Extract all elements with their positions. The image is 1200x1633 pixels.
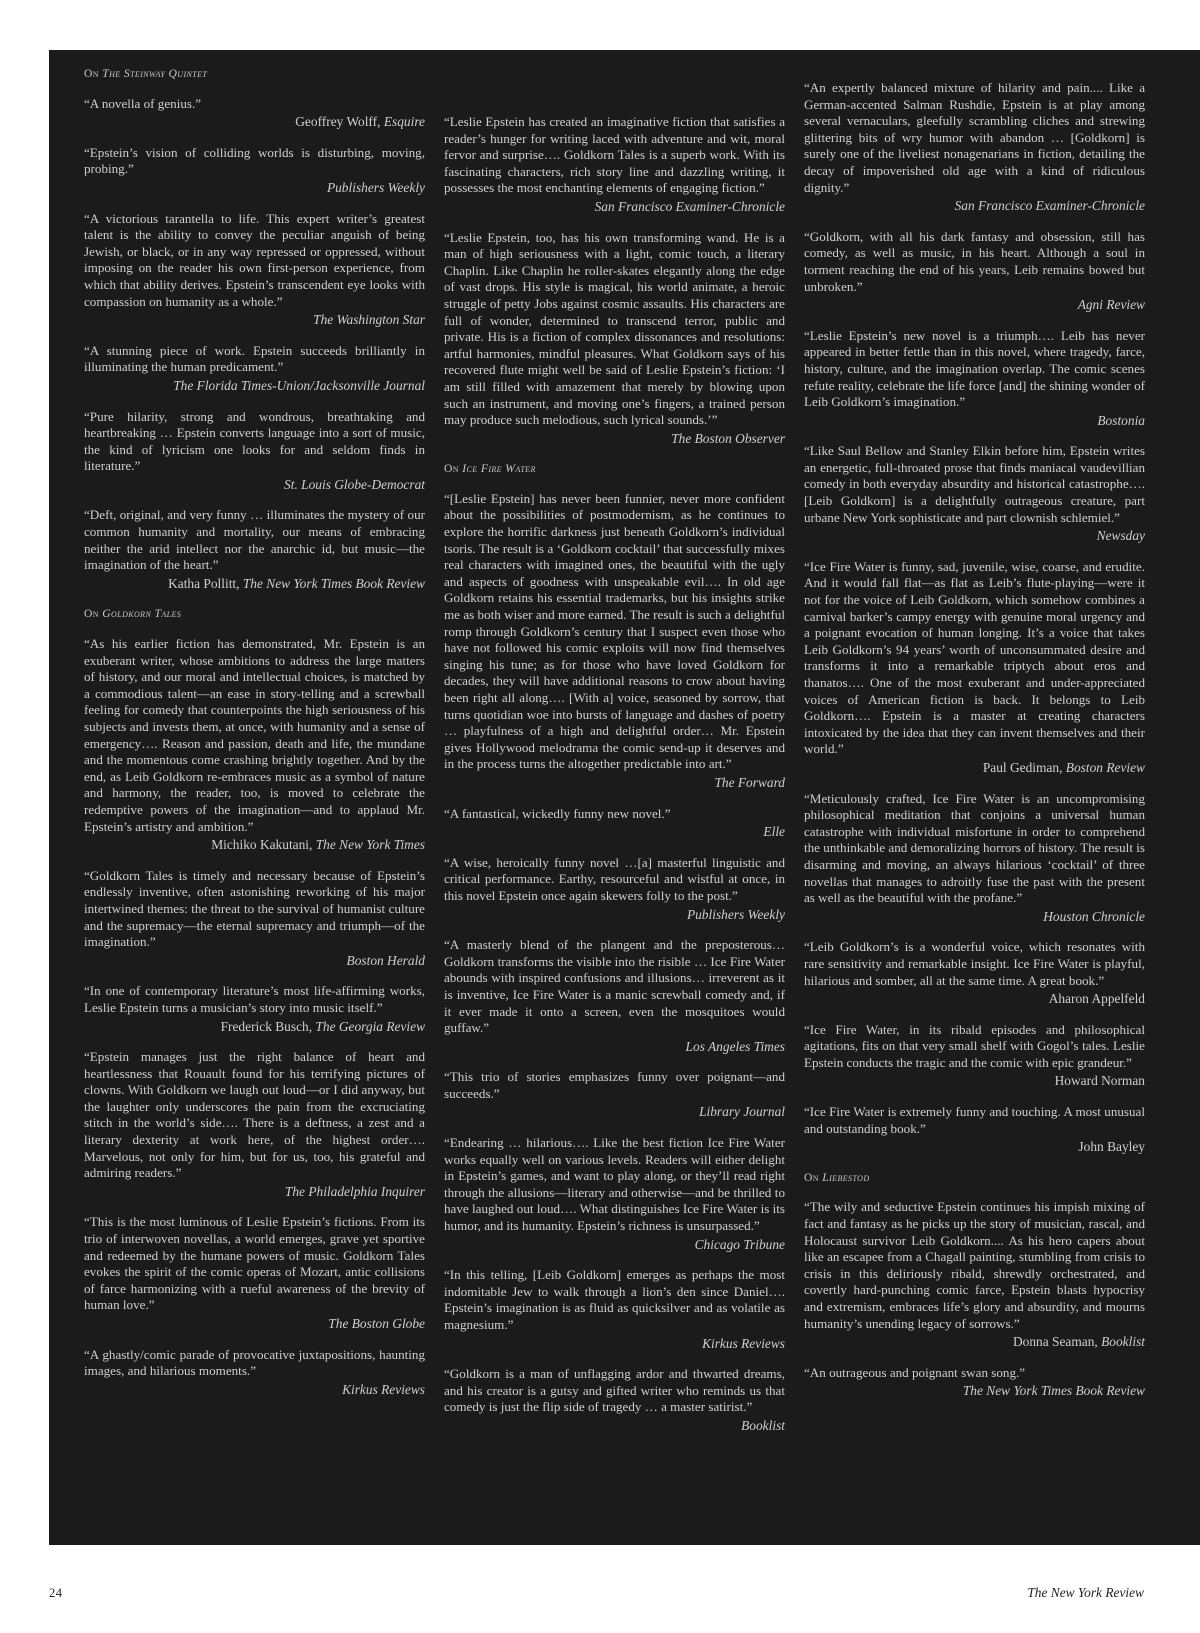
review-quote: “As his earlier fiction has demonstrated, Mr. Epstein is an exuberant writer, whose ambitions to address the large matters of history, and our moral and intellectual choices, is matched by a commodious talent—an ease in story-telling and a screwball feeling for comedy that counterpoints the high seriousness of his subjects and invests them, at once, with humanity and a sense of emergency…. Reason and passion, death and life, the mundane and the momentous come crashing brightly together. And by the end, as Leib Goldkorn re-embraces music as a symbol of nature and harmony, the reader, too, is moved to celebrate the redemptive powers of the imagination—and to applaud Mr. Epstein’s artistry and ambition.” bbox=[84, 636, 425, 834]
section-heading bbox=[804, 1170, 1145, 1187]
review-source: Boston Review bbox=[1065, 759, 1145, 775]
review-attribution bbox=[444, 824, 785, 841]
review-attribution bbox=[84, 1019, 425, 1036]
review-attribution bbox=[444, 907, 785, 924]
review-source: Boston Herald bbox=[346, 952, 425, 968]
review-source: Esquire bbox=[383, 114, 425, 130]
review-source: The Washington Star bbox=[313, 312, 425, 328]
section-prefix: On bbox=[84, 67, 99, 80]
review-source: Kirkus Reviews bbox=[342, 1381, 425, 1397]
section-heading bbox=[444, 461, 785, 478]
review-source: The Boston Globe bbox=[328, 1316, 425, 1331]
review-quote: “Endearing … hilarious…. Like the best fiction Ice Fire Water works equally well on various levels. Readers will either delight in Epstein’s games, and want to play along, or they’ll read right through the allusions—literary and otherwise—and be thrilled to have laughed out loud…. What distinguishes Ice Fire Water is its humor, and its humanity. Epstein’s richness is unsurpassed.” bbox=[444, 1135, 785, 1234]
review-source: St. Louis Globe-Democrat bbox=[284, 476, 425, 492]
review-attribution bbox=[444, 1039, 785, 1056]
review-attribution bbox=[444, 1336, 785, 1353]
review-source: The Georgia Review bbox=[315, 1018, 425, 1034]
review-quote: “This trio of stories emphasizes funny over poignant—and succeeds.” bbox=[444, 1069, 785, 1101]
review-author: Aharon Appelfeld bbox=[1048, 991, 1145, 1007]
section-prefix: On bbox=[804, 1170, 819, 1184]
review-quote: “In one of contemporary literature’s most life-affirming works, Leslie Epstein turns a musician’s story into music itself.” bbox=[84, 983, 425, 1015]
review-quote: “Leib Goldkorn’s is a wonderful voice, which resonates with rare sensitivity and remarkable insight. Ice Fire Water is playful, hilarious and somber, all at the same time. A great book.” bbox=[804, 939, 1145, 988]
section-heading bbox=[84, 66, 425, 83]
review-attribution bbox=[84, 312, 425, 329]
review-attribution bbox=[84, 180, 425, 197]
publication-title: The New York Review bbox=[1027, 1585, 1144, 1600]
page-number: 24 bbox=[49, 1586, 63, 1600]
reviews-panel bbox=[49, 50, 1200, 1545]
review-attribution bbox=[804, 991, 1145, 1008]
review-attribution bbox=[804, 413, 1145, 430]
review-attribution bbox=[444, 1237, 785, 1254]
review-author: Katha Pollitt, bbox=[168, 575, 240, 591]
section-work-title: Liebestod bbox=[822, 1170, 870, 1184]
review-source: The New York Times Book Review bbox=[242, 575, 425, 591]
review-attribution bbox=[84, 1184, 425, 1201]
review-source: Bostonia bbox=[1097, 412, 1145, 428]
review-quote: “A wise, heroically funny novel …[a] masterful linguistic and critical performance. Earthy, resourceful and wistful at once, in this novel Epstein once again skewers folly to the post.” bbox=[444, 854, 785, 903]
review-attribution bbox=[84, 1316, 425, 1333]
review-attribution bbox=[84, 837, 425, 854]
review-source: The New York Times Book Review bbox=[962, 1383, 1145, 1399]
review-attribution bbox=[444, 1418, 785, 1435]
review-quote: “[Leslie Epstein] has never been funnier, never more confident about the possibilities of postmodernism, as he continues to explore the horrific darkness just beneath Goldkorn’s individual tsoris. The result is a ‘Goldkorn cocktail’ that successfully mixes real characters with imagined ones, the beautiful with the ugly and aspects of goodness with unspeakable evil…. In old age Goldkorn retains his essential trademarks, but his insights strike me as both wiser and more earned. The result is such a delightful romp through Goldkorn’s century that I suspect even those who have not followed his comic exploits will now find themselves singing his tune; as for those who have loved Goldkorn for decades, they will have additional reasons to crow about having been right all along…. [With a] voice, seasoned by sorrow, that turns quotidian woe into bursts of language and dashes of poetry … playfulness of a high and delightful order… Mr. Epstein gives Hollywood melodrama the comic send-up it deserves and in the process turns the altogether predictable into art.” bbox=[444, 490, 785, 772]
review-source: The Boston Observer bbox=[671, 430, 785, 446]
review-attribution bbox=[804, 1139, 1145, 1156]
review-attribution bbox=[84, 576, 425, 593]
review-quote: “Ice Fire Water, in its ribald episodes and philosophical agitations, fits on that very small shelf with Gogol’s tales. Leslie Epstein conducts the tragic and the comic with epic grandeur.” bbox=[804, 1021, 1145, 1070]
column-right bbox=[804, 80, 1145, 1414]
review-quote: “Goldkorn is a man of unflagging ardor and thwarted dreams, and his creator is a gutsy and gifted writer who reminds us that comedy is just the flip side of tragedy … a master satirist.” bbox=[444, 1366, 785, 1415]
review-quote: “Ice Fire Water is funny, sad, juvenile, wise, coarse, and erudite. And it would fall flat—as flat as Leib’s flute-playing—were it not for the voice of Leib Goldkorn, which somehow combines a carnival barker’s campy energy with genuine moral urgency and a poignant evocation of human longing. It’s a voice that takes Leib Goldkorn’s 94 years’ worth of unconsummated desire and transforms it into a remarkable triptych about eros and thanatos…. One of the most exuberant and under-appreciated voices of American fiction is back. It belongs to Leib Goldkorn…. Epstein is a master at creating characters intoxicated by the idea that they can invent themselves and their world.” bbox=[804, 558, 1145, 757]
review-author: Michiko Kakutani, bbox=[211, 837, 313, 853]
review-source: San Francisco Examiner-Chronicle bbox=[954, 198, 1145, 214]
review-quote: “Ice Fire Water is extremely funny and touching. A most unusual and outstanding book.” bbox=[804, 1104, 1145, 1136]
review-attribution bbox=[444, 1104, 785, 1121]
review-quote: “Pure hilarity, strong and wondrous, breathtaking and heartbreaking … Epstein converts language into a sort of music, the kind of lyricism one looks for and seldom finds in literature.” bbox=[84, 408, 425, 474]
review-attribution bbox=[84, 477, 425, 494]
column-middle bbox=[444, 114, 785, 1449]
review-source: The Philadelphia Inquirer bbox=[284, 1183, 425, 1199]
review-attribution bbox=[84, 1382, 425, 1399]
review-quote: “Leslie Epstein’s new novel is a triumph…. Leib has never appeared in better fettle than in this novel, where tragedy, farce, history, culture, and the imagination overlap. The comic scenes refute reality, celebrate the life force [and] the shining wonder of Leib Goldkorn’s imagination.” bbox=[804, 327, 1145, 410]
review-source: The Forward bbox=[714, 774, 785, 790]
section-prefix: On bbox=[84, 607, 99, 621]
review-quote: “In this telling, [Leib Goldkorn] emerges as perhaps the most indomitable Jew to walk through a lion’s den since Daniel…. Epstein’s imagination is as fluid as quicksilver and as volatile as magnesium.” bbox=[444, 1267, 785, 1332]
section-work-title: Ice Fire Water bbox=[462, 462, 536, 476]
review-source: Elle bbox=[763, 824, 785, 840]
review-attribution bbox=[804, 760, 1145, 777]
column-left bbox=[84, 66, 425, 1412]
review-author: Donna Seaman, bbox=[1012, 1334, 1098, 1350]
review-attribution bbox=[804, 297, 1145, 314]
section-heading bbox=[84, 606, 425, 623]
review-attribution bbox=[804, 528, 1145, 545]
review-quote: “Leslie Epstein has created an imaginative fiction that satisfies a reader’s hunger for writing laced with adventure and wit, moral fervor and surprise…. Goldkorn Tales is a superb work. With its fascinating characters, rich story line and dazzling writing, it possesses the most enchanting elements of engaging fiction.” bbox=[444, 114, 785, 196]
review-author: John Bayley bbox=[1078, 1139, 1145, 1155]
review-quote: “An expertly balanced mixture of hilarity and pain.... Like a German-accented Salman Rushdie, Epstein is at play among several vernaculars, gleefully scrambling cliches and strewing glittering bits of wry humor with abandon … [Goldkorn] is surely one of the liveliest nonagenarians in fiction, detailing the decay of impoverished old age with a kind of ridiculous dignity.” bbox=[804, 80, 1145, 195]
review-quote: “Deft, original, and very funny … illuminates the mystery of our common humanity and mortality, our means of embracing neither the arid intellect nor the anarchic id, but music—the imagination of the heart.” bbox=[84, 507, 425, 573]
review-attribution bbox=[804, 1383, 1145, 1400]
review-quote: “A ghastly/comic parade of provocative juxtapositions, haunting images, and hilarious moments.” bbox=[84, 1346, 425, 1379]
review-attribution bbox=[444, 199, 785, 216]
review-author: Howard Norman bbox=[1054, 1073, 1145, 1089]
section-work-title: Goldkorn Tales bbox=[102, 607, 182, 621]
review-quote: “Goldkorn Tales is timely and necessary because of Epstein’s endlessly inventive, often astonishing reworking of his major intertwined themes: the threat to the survival of humanist culture and the supremacy—the eternal supremacy and triumph—of the imagination.” bbox=[84, 867, 425, 950]
section-work-title: The Steinway Quintet bbox=[102, 67, 208, 80]
review-source: Los Angeles Times bbox=[685, 1038, 785, 1054]
review-author: Geoffrey Wolff, bbox=[295, 114, 381, 130]
review-quote: “A victorious tarantella to life. This expert writer’s greatest talent is the ability to convey the peculiar anguish of being Jewish, or black, or in any way repressed or oppressed, without imposing on the reader his own first-person experience, from which that ability derives. Epstein’s transcendent eye looks with compassion on humanity as a whole.” bbox=[84, 210, 425, 309]
review-quote: “Like Saul Bellow and Stanley Elkin before him, Epstein writes an energetic, full-throated prose that finds maniacal vaudevillian comedy in both everyday absurdity and historical catastrophe…. [Leib Goldkorn] is a delightfully outrageous creature, part urbane New York sophisticate and part clownish schlemiel.” bbox=[804, 443, 1145, 525]
review-attribution bbox=[804, 1073, 1145, 1090]
review-source: Kirkus Reviews bbox=[702, 1335, 785, 1351]
review-quote: “A stunning piece of work. Epstein succeeds brilliantly in illuminating the human predicament.” bbox=[84, 342, 425, 375]
review-source: Agni Review bbox=[1077, 297, 1145, 313]
review-source: Publishers Weekly bbox=[326, 179, 425, 195]
review-quote: “Epstein’s vision of colliding worlds is disturbing, moving, probing.” bbox=[84, 144, 425, 177]
review-attribution bbox=[804, 909, 1145, 926]
review-source: The New York Times bbox=[315, 837, 425, 853]
review-attribution bbox=[444, 431, 785, 448]
review-quote: “A fantastical, wickedly funny new novel.” bbox=[444, 805, 671, 821]
review-quote: “A novella of genius.” bbox=[84, 95, 202, 111]
review-attribution bbox=[804, 198, 1145, 215]
review-source: Chicago Tribune bbox=[694, 1236, 785, 1252]
review-quote: “The wily and seductive Epstein continues his impish mixing of fact and fantasy as he picks up the story of musician, rascal, and Holocaust survivor Leib Goldkorn.... As his hero capers about like an escapee from a Chagall painting, stumbling from crisis to crisis in this deliriously ribald, shrewdly orchestrated, and covertly hard-punching comic farce, Epstein blasts hypocrisy and extremism, embraces life’s glory and absurdity, and mourns humanity’s unending legacy of sorrows.” bbox=[804, 1199, 1145, 1331]
review-quote: “Meticulously crafted, Ice Fire Water is an uncompromising philosophical meditation that conjoins a universal human catastrophe with individual misfortune in order to comprehend the unthinkable and demoralizing horrors of history. The result is disarming and moving, an always hilarious ‘cocktail’ of three novellas that manages to adroitly fuse the past with the present as well as the beautiful with the profane.” bbox=[804, 790, 1145, 906]
review-quote: “An outrageous and poignant swan song.” bbox=[804, 1364, 1026, 1380]
review-source: Library Journal bbox=[699, 1104, 785, 1120]
review-attribution bbox=[804, 1334, 1145, 1351]
review-source: Houston Chronicle bbox=[1043, 908, 1145, 924]
review-quote: “Leslie Epstein, too, has his own transforming wand. He is a man of high seriousness with a light, comic touch, a literary Chaplin. Like Chaplin he roller-skates elegantly along the edge of vast drops. His style is magical, his world animate, a heroic struggle of petty Jobs against cosmic assaults. His characters are full of wonder, determined to transcend terror, public and private. His is a fiction of complex dissonances and resolutions: artful harmonies, mindful pleasures. What Goldkorn says of his recovered flute might well be said of Leslie Epstein’s fiction: ‘I am still filled with amazement that merely by blowing upon such an instrument, and moving one’s fingers, a trained person may produce such melodious, such lyrical sounds.’” bbox=[444, 229, 785, 428]
review-source: San Francisco Examiner-Chronicle bbox=[594, 198, 785, 214]
review-source: Booklist bbox=[741, 1417, 785, 1433]
review-attribution bbox=[84, 953, 425, 970]
review-quote: “Goldkorn, with all his dark fantasy and obsession, still has comedy, as well as music, in his heart. Although a soul in torment reaching the end of his years, Leib remains bowed but unbroken.” bbox=[804, 228, 1145, 294]
review-author: Frederick Busch, bbox=[220, 1018, 313, 1034]
review-source: Newsday bbox=[1096, 528, 1145, 544]
review-author: Paul Gediman, bbox=[982, 759, 1063, 775]
review-attribution bbox=[84, 378, 425, 395]
review-attribution bbox=[84, 114, 425, 131]
review-attribution bbox=[444, 775, 785, 792]
review-source: Booklist bbox=[1101, 1334, 1145, 1350]
section-prefix: On bbox=[444, 462, 459, 476]
review-source: Publishers Weekly bbox=[686, 906, 785, 922]
review-quote: “Epstein manages just the right balance of heart and heartlessness that Rouault found for his terrifying pictures of clowns. With Goldkorn we laugh out loud—or I did anyway, but the laughter only underscores the pain from the excruciating stitch in the world’s side…. There is a deftness, a zest and a literary dexterity at work here, of the highest order…. Marvelous, not only for him, but for us, too, his grateful and admiring readers.” bbox=[84, 1049, 425, 1181]
review-quote: “A masterly blend of the plangent and the preposterous… Goldkorn transforms the visible into the risible … Ice Fire Water abounds with inspired confusions and illusions… irreverent as it is inventive, Ice Fire Water is a manic screwball comedy and, if it ever made it onto a screen, even the mosquitoes would guffaw.” bbox=[444, 937, 785, 1036]
review-quote: “This is the most luminous of Leslie Epstein’s fictions. From its trio of interwoven novellas, a world emerges, grave yet sportive and redeemed by the humane powers of music. Goldkorn Tales evokes the spirit of the comic operas of Mozart, antic collisions of farce harmonizing with a rueful awareness of the brevity of human love.” bbox=[84, 1214, 425, 1313]
review-source: The Florida Times-Union/Jacksonville Journal bbox=[173, 377, 425, 393]
